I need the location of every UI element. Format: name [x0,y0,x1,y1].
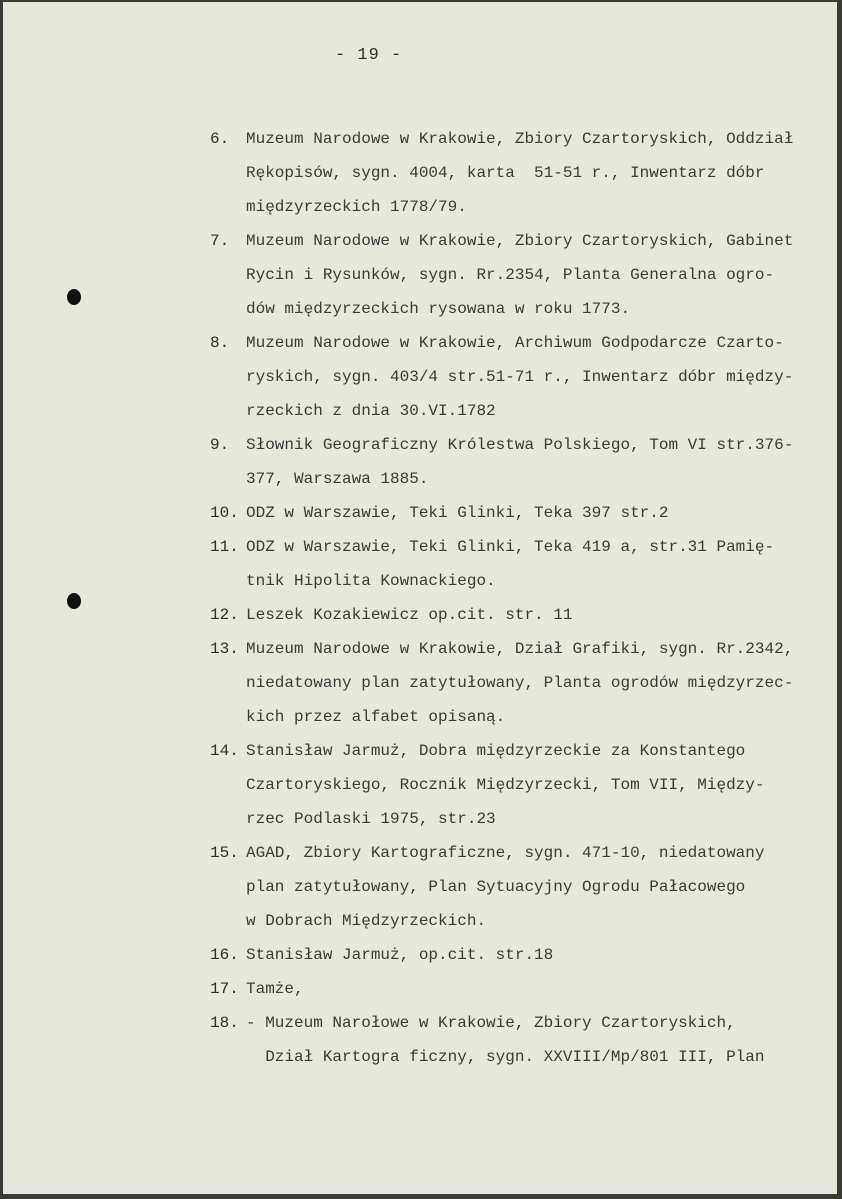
footnote-line: 377, Warszawa 1885. [246,470,429,488]
footnote-number: 11. [210,538,239,556]
footnote-text [246,972,830,1006]
footnote-line: dów międzyrzeckich rysowana w roku 1773. [246,300,631,318]
footnote-line: Muzeum Narodowe w Krakowie, Zbiory Czartoryskich, Oddział [246,130,794,148]
footnote-line: Rycin i Rysunków, sygn. Rr.2354, Planta Generalna ogro- [246,266,775,284]
footnote-number: 15. [210,844,239,862]
footnote [210,632,830,734]
footnote-line: AGAD, Zbiory Kartograficzne, sygn. 471-10, niedatowany [246,844,765,862]
footnote-text [246,836,830,938]
footnote [210,530,830,598]
footnote-line: Stanisław Jarmuż, Dobra międzyrzeckie za Konstantego [246,742,746,760]
footnote-text [246,1006,830,1074]
footnote [210,1006,830,1074]
footnote-number: 13. [210,640,239,658]
footnote-number: 12. [210,606,239,624]
footnote-line: kich przez alfabet opisaną. [246,708,506,726]
footnote-line: Muzeum Narodowe w Krakowie, Dział Grafiki, sygn. Rr.2342, [246,640,794,658]
footnote-number: 10. [210,504,239,522]
footnote-line: ODZ w Warszawie, Teki Glinki, Teka 397 str.2 [246,504,669,522]
footnote-text [246,326,830,428]
footnote [210,972,830,1006]
footnote-number: 9. [210,436,230,454]
footnote-line: Stanisław Jarmuż, op.cit. str.18 [246,946,554,964]
footnote [210,496,830,530]
footnote [210,224,830,326]
footnote-line: Muzeum Narodowe w Krakowie, Archiwum Godpodarcze Czarto- [246,334,784,352]
footnote-number: 17. [210,980,239,998]
page-number: - 19 - [335,46,403,65]
document-page [3,2,837,1194]
footnote-text [246,496,830,530]
footnote-line: rzeckich z dnia 30.VI.1782 [246,402,496,420]
footnote [210,938,830,972]
footnote-line: rzec Podlaski 1975, str.23 [246,810,496,828]
footnote [210,428,830,496]
footnote-text [246,632,830,734]
footnote-line: - Muzeum Narołowe w Krakowie, Zbiory Czartoryskich, [246,1014,736,1032]
footnote-line: ryskich, sygn. 403/4 str.51-71 r., Inwentarz dóbr między- [246,368,794,386]
footnote-number: 14. [210,742,239,760]
footnote-line: ODZ w Warszawie, Teki Glinki, Teka 419 a, str.31 Pamię- [246,538,775,556]
footnote-line: Muzeum Narodowe w Krakowie, Zbiory Czartoryskich, Gabinet [246,232,794,250]
footnote [210,122,830,224]
footnote-line: Leszek Kozakiewicz op.cit. str. 11 [246,606,573,624]
footnote-number: 7. [210,232,230,250]
footnote-text [246,530,830,598]
footnote [210,598,830,632]
footnote-line: Rękopisów, sygn. 4004, karta 51-51 r., Inwentarz dóbr [246,164,765,182]
footnote [210,836,830,938]
footnote-text [246,122,830,224]
footnotes-list [210,122,830,1074]
footnote-number: 18. [210,1014,239,1032]
footnote-number: 16. [210,946,239,964]
footnote-line: niedatowany plan zatytułowany, Planta ogrodów międzyrzec- [246,674,794,692]
footnote-line: międzyrzeckich 1778/79. [246,198,467,216]
footnote-text [246,224,830,326]
footnote-line: tnik Hipolita Kownackiego. [246,572,496,590]
footnote-text [246,734,830,836]
footnote-line: plan zatytułowany, Plan Sytuacyjny Ogrodu Pałacowego [246,878,746,896]
footnote-text [246,938,830,972]
footnote-text [246,428,830,496]
footnote-line: Czartoryskiego, Rocznik Międzyrzecki, Tom VII, Między- [246,776,765,794]
punch-hole [67,289,81,305]
footnote-text [246,598,830,632]
footnote-line: Słownik Geograficzny Królestwa Polskiego, Tom VI str.376- [246,436,794,454]
footnote-line: Dział Kartogra ficzny, sygn. XXVIII/Mp/801 III, Plan [246,1048,765,1066]
footnote-line: w Dobrach Międzyrzeckich. [246,912,487,930]
footnote-number: 6. [210,130,230,148]
footnote [210,734,830,836]
footnote [210,326,830,428]
footnote-number: 8. [210,334,230,352]
punch-hole [67,593,81,609]
footnote-line: Tamże, [246,980,304,998]
